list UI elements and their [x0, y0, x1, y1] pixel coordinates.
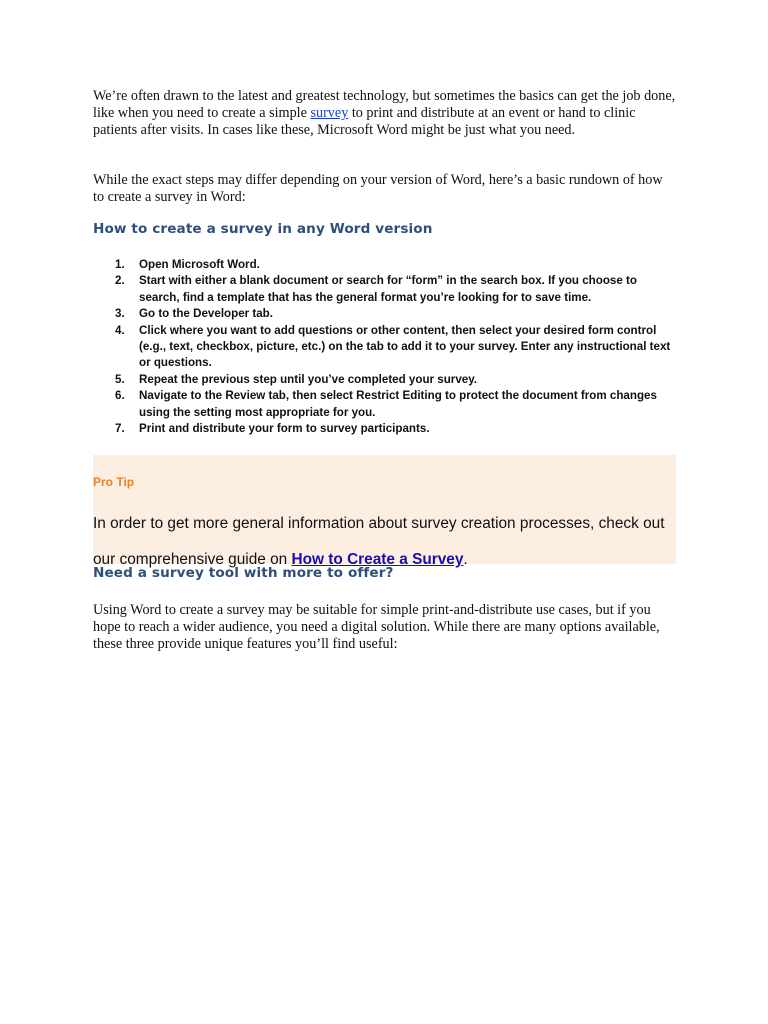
how-to-create-survey-link[interactable]: How to Create a Survey [291, 551, 464, 568]
closing-paragraph: Using Word to create a survey may be suitable for simple print-and-distribute use cases, but if you hope to reach a wider audience, you need a digital solution. While there are many options available, these three provide unique features you’ll find useful: [93, 602, 660, 652]
intro-text-after: to print and distribute at an event or hand to clinic patients after visits. In cases like these, Microsoft Word might be just what you need. [93, 104, 636, 138]
pro-tip-label: Pro Tip [93, 475, 135, 489]
step-number: 1. [115, 258, 125, 271]
step-item [93, 273, 677, 306]
step-text: Go to the Developer tab. [139, 307, 273, 321]
step-number: 7. [115, 422, 125, 436]
step-item [93, 306, 677, 322]
step-text: Print and distribute your form to survey participants. [139, 422, 430, 436]
pro-tip-text-before: In order to get more general information about survey creation processes, check out our comprehensive guide on [93, 515, 665, 568]
steps-list [93, 257, 677, 437]
step-text: Start with either a blank document or search for “form” in the search box. If you choose to search, find a template that has the general format you’re looking for to save time. [139, 274, 637, 304]
step-item [93, 388, 677, 421]
step-text: Repeat the previous step until you’ve completed your survey. [139, 372, 478, 386]
pro-tip-text-after: . [463, 551, 468, 568]
step-item [93, 372, 677, 388]
step-number: 5. [115, 372, 125, 386]
step-number: 4. [115, 323, 125, 337]
step-text: Click where you want to add questions or other content, then select your desired form control (e.g., text, checkbox, picture, etc.) on the tab to add it to your survey. Enter any instructional text or questions. [139, 323, 671, 370]
step-item [93, 257, 677, 273]
section-heading-word-version: How to create a survey in any Word version [93, 221, 433, 237]
survey-link[interactable]: survey [310, 104, 349, 121]
step-number: 2. [115, 274, 125, 288]
intro-paragraph [93, 88, 677, 138]
step-text: Navigate to the Review tab, then select Restrict Editing to protect the document from changes using the setting most appropriate for you. [139, 389, 657, 419]
step-text: Open Microsoft Word. [139, 258, 260, 271]
lead-paragraph: While the exact steps may differ depending on your version of Word, here’s a basic rundown of how to create a survey in Word: [93, 172, 663, 205]
step-item [93, 421, 677, 437]
step-number: 6. [115, 389, 125, 403]
intro-text-before: We’re often drawn to the latest and greatest technology, but sometimes the basics can get the job done, like when you need to create a simple [93, 88, 676, 121]
step-number: 3. [115, 307, 125, 321]
section-heading-survey-tool: Need a survey tool with more to offer? [93, 565, 394, 581]
step-item [93, 323, 677, 372]
pro-tip-box [93, 455, 676, 568]
